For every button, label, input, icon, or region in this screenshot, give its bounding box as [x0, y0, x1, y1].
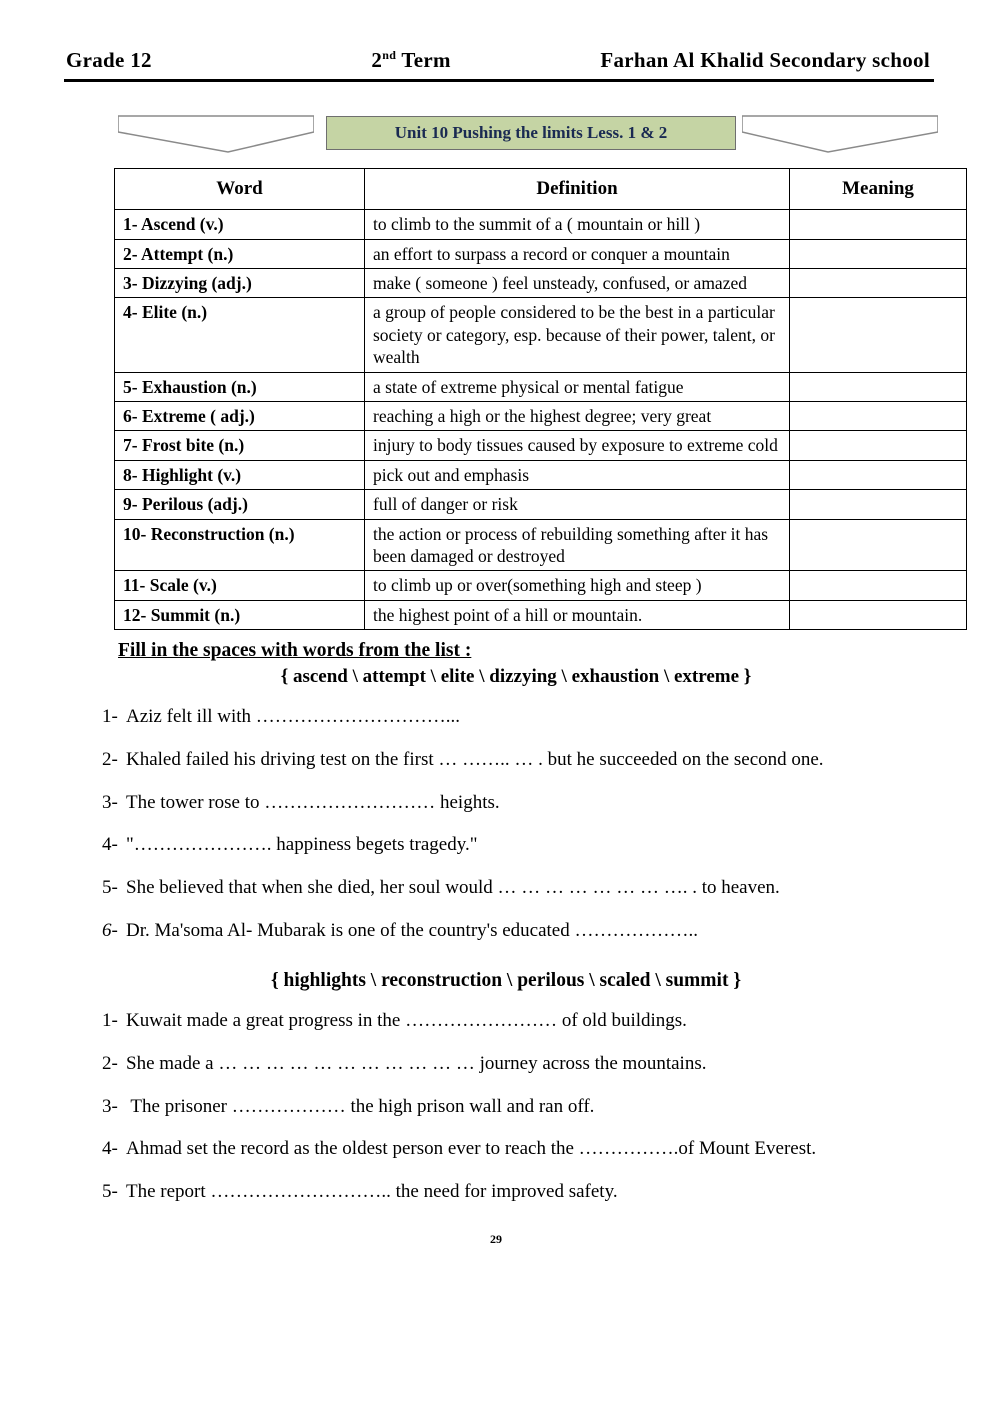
meaning-cell[interactable] — [790, 239, 967, 268]
column-header-word: Word — [115, 169, 365, 210]
left-arrow-decoration — [118, 114, 314, 154]
table-row — [115, 402, 967, 431]
question-number: 4- — [102, 1138, 118, 1160]
meaning-cell[interactable] — [790, 490, 967, 519]
question-item — [102, 824, 962, 867]
definition-cell: make ( someone ) feel unsteady, confused, or amazed — [365, 269, 790, 298]
table-row — [115, 431, 967, 460]
definition-cell: to climb up or over(something high and steep ) — [365, 571, 790, 600]
question-item — [102, 1086, 962, 1129]
table-row — [115, 460, 967, 489]
question-item — [102, 782, 962, 825]
meaning-cell[interactable] — [790, 210, 967, 239]
question-number: 5- — [102, 876, 118, 898]
unit-title: Unit 10 Pushing the limits Less. 1 & 2 — [326, 116, 736, 150]
word-cell: 7- Frost bite (n.) — [115, 431, 365, 460]
definition-cell: the action or process of rebuilding something after it has been damaged or destroyed — [365, 519, 790, 571]
question-item — [102, 739, 962, 782]
word-cell: 9- Perilous (adj.) — [115, 490, 365, 519]
word-cell: 1- Ascend (v.) — [115, 210, 365, 239]
question-text: Aziz felt ill with …………………………... — [126, 706, 461, 728]
question-text: Kuwait made a great progress in the …………………… of old buildings. — [126, 1010, 687, 1032]
table-row — [115, 298, 967, 372]
meaning-cell[interactable] — [790, 600, 967, 629]
table-row — [115, 519, 967, 571]
definition-cell: a group of people considered to be the best in a particular society or category, esp. because of their power, talent, or wealth — [365, 298, 790, 372]
meaning-cell[interactable] — [790, 571, 967, 600]
word-cell: 10- Reconstruction (n.) — [115, 519, 365, 571]
question-text: Dr. Ma'soma Al- Mubarak is one of the country's educated ……………….. — [126, 919, 698, 941]
term-label: 2nd Term — [371, 48, 451, 72]
grade-label: Grade 12 — [66, 48, 152, 72]
question-text: Khaled failed his driving test on the first … …….. … . but he succeeded on the second one. — [126, 748, 824, 770]
question-item — [102, 910, 962, 953]
column-header-meaning: Meaning — [790, 169, 967, 210]
question-number: 2- — [102, 748, 118, 770]
question-item — [102, 1128, 962, 1171]
word-cell: 8- Highlight (v.) — [115, 460, 365, 489]
header-divider — [64, 79, 934, 82]
question-number: 1- — [102, 1010, 118, 1032]
meaning-cell[interactable] — [790, 298, 967, 372]
meaning-cell[interactable] — [790, 460, 967, 489]
question-number: 2- — [102, 1052, 118, 1074]
table-header-row — [115, 169, 967, 210]
question-item — [102, 867, 962, 910]
word-bank-1: { ascend \ attempt \ elite \ dizzying \ exhaustion \ extreme } — [280, 666, 752, 688]
definition-cell: to climb to the summit of a ( mountain or hill ) — [365, 210, 790, 239]
table-row — [115, 490, 967, 519]
page-header — [30, 48, 962, 73]
question-number: 4- — [102, 834, 118, 856]
page-number: 29 — [490, 1231, 502, 1246]
exercise-instruction: Fill in the spaces with words from the list : — [118, 640, 472, 662]
question-item — [102, 1171, 962, 1214]
table-row — [115, 600, 967, 629]
school-label: Farhan Al Khalid Secondary school — [600, 48, 930, 72]
definition-cell: reaching a high or the highest degree; very great — [365, 402, 790, 431]
table-row — [115, 571, 967, 600]
question-number: 6- — [102, 919, 118, 941]
right-arrow-decoration — [742, 114, 938, 154]
question-text: Ahmad set the record as the oldest person ever to reach the …………….of Mount Everest. — [126, 1138, 817, 1160]
word-cell: 11- Scale (v.) — [115, 571, 365, 600]
question-number: 5- — [102, 1181, 118, 1203]
question-text: The report ……………………….. the need for improved safety. — [126, 1181, 618, 1203]
table-row — [115, 269, 967, 298]
definition-cell: full of danger or risk — [365, 490, 790, 519]
word-cell: 6- Extreme ( adj.) — [115, 402, 365, 431]
table-row — [115, 210, 967, 239]
definition-cell: injury to body tissues caused by exposure to extreme cold — [365, 431, 790, 460]
question-text: The prisoner ……………… the high prison wall and ran off. — [126, 1095, 595, 1117]
question-number: 1- — [102, 706, 118, 728]
word-cell: 2- Attempt (n.) — [115, 239, 365, 268]
table-row — [115, 372, 967, 401]
question-text: She made a … … … … … … … … … … … journey across the mountains. — [126, 1052, 707, 1074]
meaning-cell[interactable] — [790, 269, 967, 298]
question-list-1 — [30, 696, 962, 952]
question-item — [102, 696, 962, 739]
meaning-cell[interactable] — [790, 431, 967, 460]
word-cell: 3- Dizzying (adj.) — [115, 269, 365, 298]
question-text: She believed that when she died, her soul would … … … … … … … …. . to heaven. — [126, 876, 780, 898]
question-list-2 — [30, 1000, 962, 1213]
question-item — [102, 1043, 962, 1086]
vocabulary-table — [114, 168, 967, 630]
definition-cell: an effort to surpass a record or conquer a mountain — [365, 239, 790, 268]
word-bank-2: { highlights \ reconstruction \ perilous \ scaled \ summit } — [270, 970, 742, 992]
meaning-cell[interactable] — [790, 372, 967, 401]
question-item — [102, 1000, 962, 1043]
word-cell: 5- Exhaustion (n.) — [115, 372, 365, 401]
unit-banner-row — [30, 110, 962, 162]
question-number: 3- — [102, 1095, 118, 1117]
question-text: The tower rose to ……………………… heights. — [126, 791, 500, 813]
meaning-cell[interactable] — [790, 402, 967, 431]
word-cell: 12- Summit (n.) — [115, 600, 365, 629]
definition-cell: the highest point of a hill or mountain. — [365, 600, 790, 629]
table-row — [115, 239, 967, 268]
definition-cell: pick out and emphasis — [365, 460, 790, 489]
word-cell: 4- Elite (n.) — [115, 298, 365, 372]
question-number: 3- — [102, 791, 118, 813]
column-header-definition: Definition — [365, 169, 790, 210]
question-text: "…………………. happiness begets tragedy." — [126, 834, 478, 856]
meaning-cell[interactable] — [790, 519, 967, 571]
definition-cell: a state of extreme physical or mental fatigue — [365, 372, 790, 401]
